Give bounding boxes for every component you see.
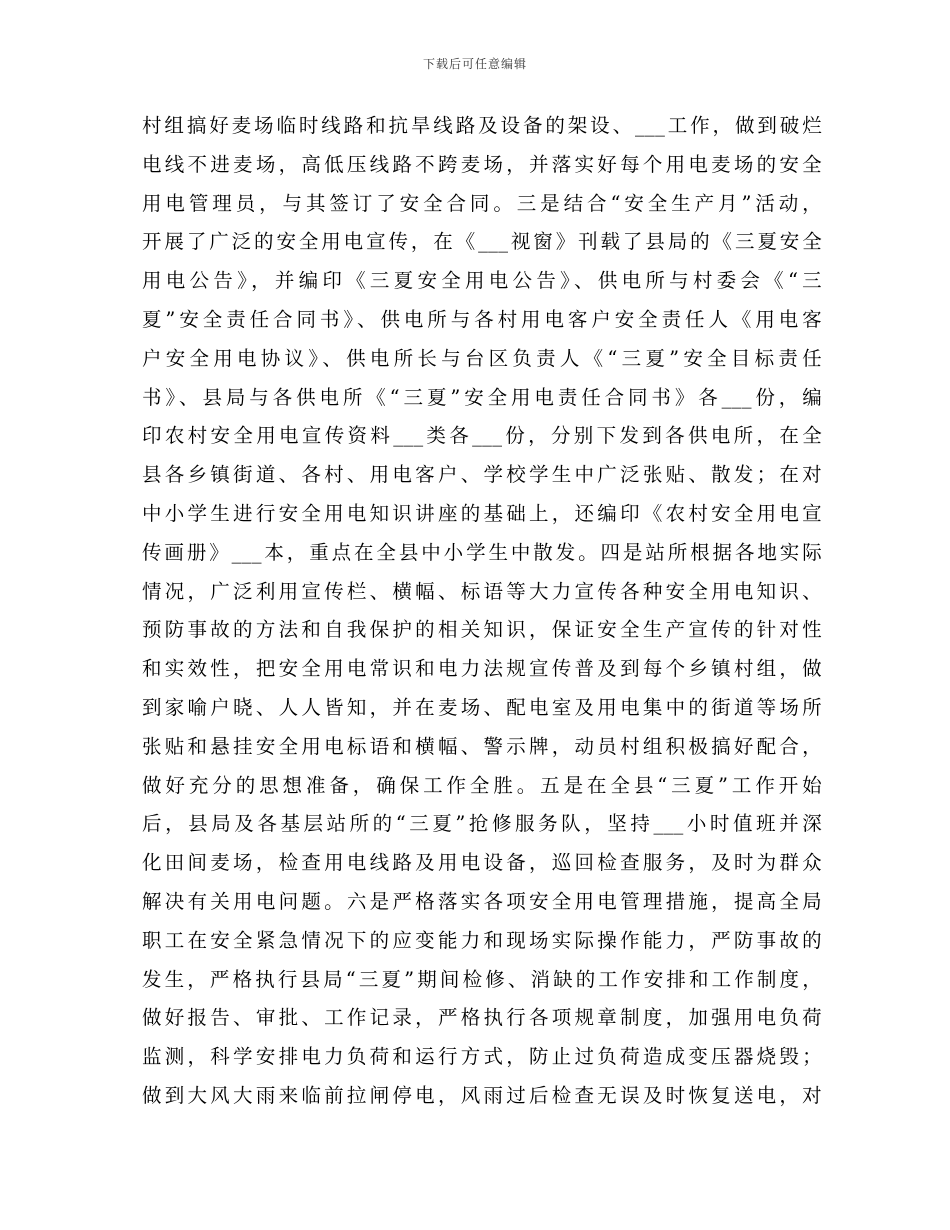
paragraph-line: 用电公告》，并编印《三夏安全用电公告》、供电所与村委会《“三 bbox=[142, 269, 822, 293]
paragraph-line: 化田间麦场，检查用电线路及用电设备，巡回检查服务，及时为群众 bbox=[142, 851, 822, 875]
paragraph-line: 村组搞好麦场临时线路和抗旱线路及设备的架设、___工作，做到破烂 bbox=[142, 114, 822, 137]
paragraph-line: 做好充分的思想准备，确保工作全胜。五是在全县“三夏”工作开始 bbox=[142, 773, 822, 797]
page-header: 下载后可任意编辑 bbox=[422, 57, 527, 71]
paragraph-line: 和实效性，把安全用电常识和电力法规宣传普及到每个乡镇村组，做 bbox=[142, 657, 822, 681]
document-body bbox=[142, 107, 822, 1116]
paragraph-line: 后，县局及各基层站所的“三夏”抢修服务队，坚持___小时值班并深 bbox=[142, 812, 822, 836]
paragraph-line: 中小学生进行安全用电知识讲座的基础上，还编印《农村安全用电宣 bbox=[142, 501, 822, 525]
paragraph-line: 做到大风大雨来临前拉闸停电，风雨过后检查无误及时恢复送电，对 bbox=[142, 1083, 822, 1107]
paragraph-line: 户安全用电协议》、供电所长与台区负责人《“三夏”安全目标责任 bbox=[142, 346, 822, 370]
paragraph-line: 印农村安全用电宣传资料___类各___份，分别下发到各供电所，在全 bbox=[142, 424, 822, 448]
paragraph-line: 情况，广泛利用宣传栏、横幅、标语等大力宣传各种安全用电知识、 bbox=[142, 579, 822, 603]
paragraph-line: 书》、县局与各供电所《“三夏”安全用电责任合同书》各___份，编 bbox=[142, 385, 822, 409]
paragraph-line: 张贴和悬挂安全用电标语和横幅、警示牌，动员村组积极搞好配合， bbox=[142, 734, 822, 758]
paragraph-line: 监测，科学安排电力负荷和运行方式，防止过负荷造成变压器烧毁； bbox=[142, 1045, 822, 1069]
paragraph-line: 传画册》___本，重点在全县中小学生中散发。四是站所根据各地实际 bbox=[142, 540, 822, 564]
paragraph-line: 用电管理员，与其签订了安全合同。三是结合“安全生产月”活动， bbox=[142, 191, 822, 215]
paragraph-line: 解决有关用电问题。六是严格落实各项安全用电管理措施，提高全局 bbox=[142, 889, 822, 913]
paragraph-line: 电线不进麦场，高低压线路不跨麦场，并落实好每个用电麦场的安全 bbox=[142, 152, 822, 176]
paragraph-line: 县各乡镇街道、各村、用电客户、学校学生中广泛张贴、散发；在对 bbox=[142, 463, 822, 487]
paragraph-line: 发生，严格执行县局“三夏”期间检修、消缺的工作安排和工作制度， bbox=[142, 967, 822, 991]
paragraph-line: 开展了广泛的安全用电宣传，在《___视窗》刊载了县局的《三夏安全 bbox=[142, 230, 822, 254]
paragraph-line: 夏”安全责任合同书》、供电所与各村用电客户安全责任人《用电客 bbox=[142, 307, 822, 331]
paragraph-line: 到家喻户晓、人人皆知，并在麦场、配电室及用电集中的街道等场所 bbox=[142, 695, 822, 719]
paragraph-line: 职工在安全紧急情况下的应变能力和现场实际操作能力，严防事故的 bbox=[142, 928, 822, 952]
paragraph-line: 预防事故的方法和自我保护的相关知识，保证安全生产宣传的针对性 bbox=[142, 618, 822, 642]
paragraph-line: 做好报告、审批、工作记录，严格执行各项规章制度，加强用电负荷 bbox=[142, 1006, 822, 1030]
